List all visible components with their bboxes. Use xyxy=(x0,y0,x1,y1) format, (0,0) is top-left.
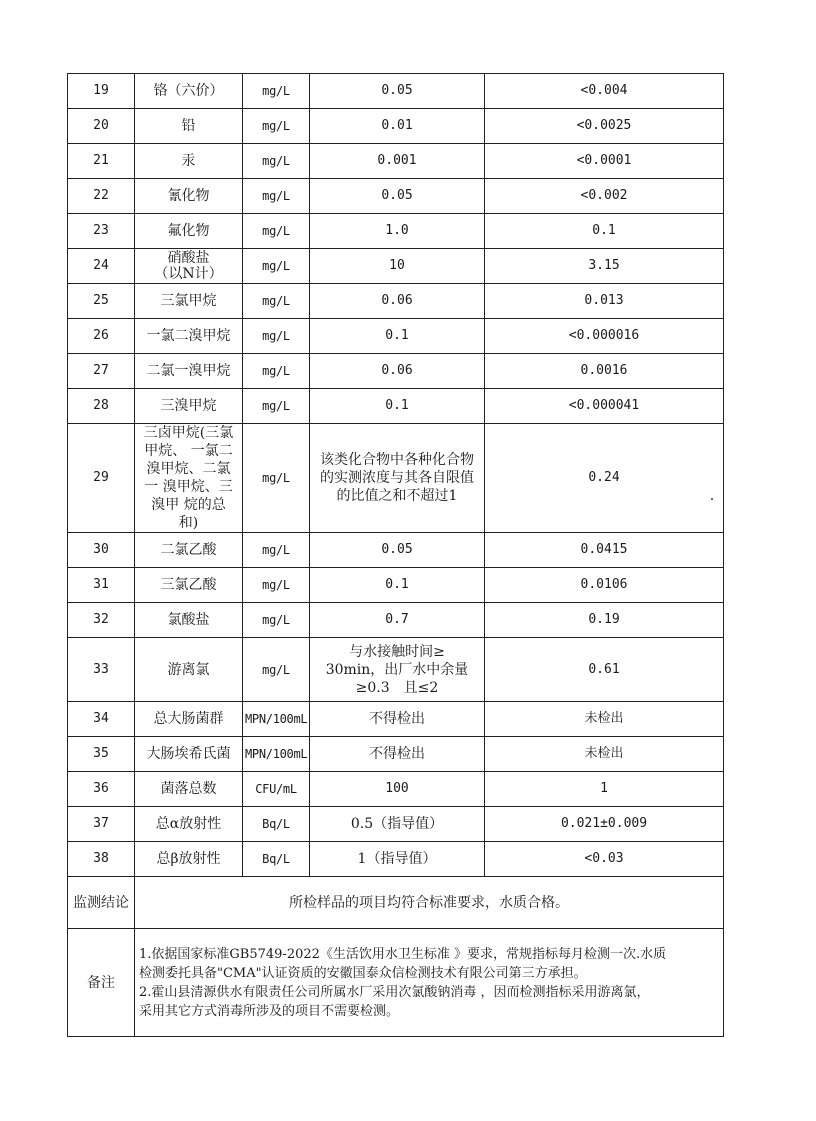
table-row xyxy=(68,737,724,772)
table-row xyxy=(68,74,724,109)
row-number: 27 xyxy=(68,354,135,389)
item-name: 一氯二溴甲烷 xyxy=(135,319,243,354)
test-result: 0.0415 xyxy=(485,533,724,568)
table-row xyxy=(68,109,724,144)
row-number: 30 xyxy=(68,533,135,568)
notes-line: 1.依据国家标准GB5749-2022《生活饮用水卫生标准 》要求，常规指标每月检测一次.水质 xyxy=(139,946,667,962)
item-unit: mg/L xyxy=(243,638,310,702)
water-quality-report-table-page xyxy=(67,73,724,1037)
item-name: 氟化物 xyxy=(135,214,243,249)
standard-limit: 1（指导值） xyxy=(310,842,485,877)
item-unit: MPN/100mL xyxy=(243,737,310,772)
standard-limit: 0.05 xyxy=(310,74,485,109)
item-name: 总β放射性 xyxy=(135,842,243,877)
conclusion-label: 监测结论 xyxy=(68,877,135,929)
item-name-line: 溴甲烷、二氯 xyxy=(146,461,231,477)
row-number: 24 xyxy=(68,249,135,284)
item-unit: mg/L xyxy=(243,249,310,284)
row-number: 37 xyxy=(68,807,135,842)
item-unit: mg/L xyxy=(243,389,310,424)
item-unit: mg/L xyxy=(243,74,310,109)
item-name-line: 和) xyxy=(178,515,199,531)
standard-limit: 100 xyxy=(310,772,485,807)
item-name: 二氯乙酸 xyxy=(135,533,243,568)
item-unit: mg/L xyxy=(243,424,310,533)
standard-limit-line: 的比值之和不超过1 xyxy=(336,488,458,504)
item-name: 大肠埃希氏菌 xyxy=(135,737,243,772)
item-name: 游离氯 xyxy=(135,638,243,702)
row-number: 33 xyxy=(68,638,135,702)
test-result: <0.0025 xyxy=(485,109,724,144)
test-result: 0.24 xyxy=(485,424,724,533)
table-body xyxy=(68,74,724,1037)
item-name: 铬（六价） xyxy=(135,74,243,109)
item-name: 氰化物 xyxy=(135,179,243,214)
item-name: 总α放射性 xyxy=(135,807,243,842)
row-number: 26 xyxy=(68,319,135,354)
test-result: <0.03 xyxy=(485,842,724,877)
standard-limit: 0.1 xyxy=(310,568,485,603)
test-result: 0.013 xyxy=(485,284,724,319)
standard-limit: 0.5（指导值） xyxy=(310,807,485,842)
standard-limit: 0.1 xyxy=(310,389,485,424)
standard-limit: 0.001 xyxy=(310,144,485,179)
test-result: 0.0016 xyxy=(485,354,724,389)
item-name-line: （以N计） xyxy=(154,266,223,282)
test-result: <0.002 xyxy=(485,179,724,214)
item-unit: mg/L xyxy=(243,354,310,389)
table-row xyxy=(68,214,724,249)
item-name xyxy=(135,424,243,533)
row-number: 28 xyxy=(68,389,135,424)
item-name xyxy=(135,249,243,284)
item-name-line: 三卤甲烷(三氯 xyxy=(143,425,234,441)
item-unit: mg/L xyxy=(243,109,310,144)
test-result: <0.000016 xyxy=(485,319,724,354)
test-result: 0.61 xyxy=(485,638,724,702)
notes-line: 2.霍山县清源供水有限责任公司所属水厂采用次氯酸钠消毒 ，因而检测指标采用游离氯， xyxy=(139,984,650,1000)
row-number: 38 xyxy=(68,842,135,877)
item-name-line: 溴甲 烷的总 xyxy=(151,497,226,513)
table-row xyxy=(68,424,724,533)
standard-limit-line: 30min，出厂水中余量 xyxy=(325,661,469,678)
standard-limit-line: 与水接触时间≥ xyxy=(349,643,445,660)
table-row xyxy=(68,702,724,737)
standard-limit: 1.0 xyxy=(310,214,485,249)
test-result: 3.15 xyxy=(485,249,724,284)
table-row xyxy=(68,638,724,702)
item-unit: Bq/L xyxy=(243,842,310,877)
standard-limit-line: ≥0.3 且≤2 xyxy=(355,679,439,696)
row-number: 35 xyxy=(68,737,135,772)
item-unit: mg/L xyxy=(243,603,310,638)
conclusion-row xyxy=(68,877,724,929)
item-name: 三溴甲烷 xyxy=(135,389,243,424)
test-result: 0.0106 xyxy=(485,568,724,603)
row-number: 20 xyxy=(68,109,135,144)
item-name: 铅 xyxy=(135,109,243,144)
item-name: 菌落总数 xyxy=(135,772,243,807)
test-result: <0.000041 xyxy=(485,389,724,424)
item-name: 二氯一溴甲烷 xyxy=(135,354,243,389)
standard-limit: 0.7 xyxy=(310,603,485,638)
scan-speck xyxy=(711,498,713,500)
standard-limit: 0.1 xyxy=(310,319,485,354)
standard-limit: 0.05 xyxy=(310,533,485,568)
table-row xyxy=(68,568,724,603)
test-result: 未检出 xyxy=(485,702,724,737)
row-number: 25 xyxy=(68,284,135,319)
table-row xyxy=(68,842,724,877)
standard-limit xyxy=(310,424,485,533)
item-unit: mg/L xyxy=(243,533,310,568)
test-result: 0.1 xyxy=(485,214,724,249)
item-unit: mg/L xyxy=(243,568,310,603)
notes-line: 采用其它方式消毒所涉及的项目不需要检测。 xyxy=(139,1003,400,1019)
row-number: 29 xyxy=(68,424,135,533)
test-result: 0.19 xyxy=(485,603,724,638)
row-number: 19 xyxy=(68,74,135,109)
item-name-line: 硝酸盐 xyxy=(167,250,210,266)
notes-line: 检测委托具备"CMA"认证资质的安徽国泰众信检测技术有限公司第三方承担。 xyxy=(139,965,587,981)
table-row xyxy=(68,389,724,424)
row-number: 36 xyxy=(68,772,135,807)
table-row xyxy=(68,144,724,179)
item-name-line: 甲烷、 一氯二 xyxy=(144,443,233,459)
item-name: 汞 xyxy=(135,144,243,179)
item-name-line: 一 溴甲烷、三 xyxy=(144,479,233,495)
test-result: 未检出 xyxy=(485,737,724,772)
item-name: 总大肠菌群 xyxy=(135,702,243,737)
row-number: 22 xyxy=(68,179,135,214)
table-row xyxy=(68,249,724,284)
test-result: 0.021±0.009 xyxy=(485,807,724,842)
standard-limit-line: 该类化合物中各种化合物 xyxy=(320,452,474,468)
item-unit: mg/L xyxy=(243,179,310,214)
row-number: 34 xyxy=(68,702,135,737)
water-quality-table xyxy=(67,73,724,1037)
standard-limit: 不得检出 xyxy=(310,702,485,737)
standard-limit xyxy=(310,638,485,702)
item-unit: mg/L xyxy=(243,214,310,249)
table-row xyxy=(68,354,724,389)
standard-limit: 0.06 xyxy=(310,354,485,389)
item-name: 三氯甲烷 xyxy=(135,284,243,319)
test-result: 1 xyxy=(485,772,724,807)
test-result: <0.004 xyxy=(485,74,724,109)
row-number: 21 xyxy=(68,144,135,179)
item-unit: MPN/100mL xyxy=(243,702,310,737)
table-row xyxy=(68,284,724,319)
item-name: 三氯乙酸 xyxy=(135,568,243,603)
item-unit: mg/L xyxy=(243,144,310,179)
row-number: 31 xyxy=(68,568,135,603)
row-number: 23 xyxy=(68,214,135,249)
table-row xyxy=(68,807,724,842)
standard-limit: 不得检出 xyxy=(310,737,485,772)
notes-row xyxy=(68,929,724,1037)
standard-limit: 10 xyxy=(310,249,485,284)
table-row xyxy=(68,772,724,807)
standard-limit: 0.01 xyxy=(310,109,485,144)
standard-limit: 0.06 xyxy=(310,284,485,319)
row-number: 32 xyxy=(68,603,135,638)
test-result: <0.0001 xyxy=(485,144,724,179)
item-unit: Bq/L xyxy=(243,807,310,842)
standard-limit-line: 的实测浓度与其各自限值 xyxy=(320,470,474,486)
item-name: 氯酸盐 xyxy=(135,603,243,638)
table-row xyxy=(68,319,724,354)
notes-label: 备注 xyxy=(68,929,135,1037)
item-unit: mg/L xyxy=(243,284,310,319)
standard-limit: 0.05 xyxy=(310,179,485,214)
conclusion-text: 所检样品的项目均符合标准要求，水质合格。 xyxy=(135,877,724,929)
table-row xyxy=(68,179,724,214)
notes-text xyxy=(135,929,724,1037)
item-unit: CFU/mL xyxy=(243,772,310,807)
item-unit: mg/L xyxy=(243,319,310,354)
table-row xyxy=(68,533,724,568)
table-row xyxy=(68,603,724,638)
